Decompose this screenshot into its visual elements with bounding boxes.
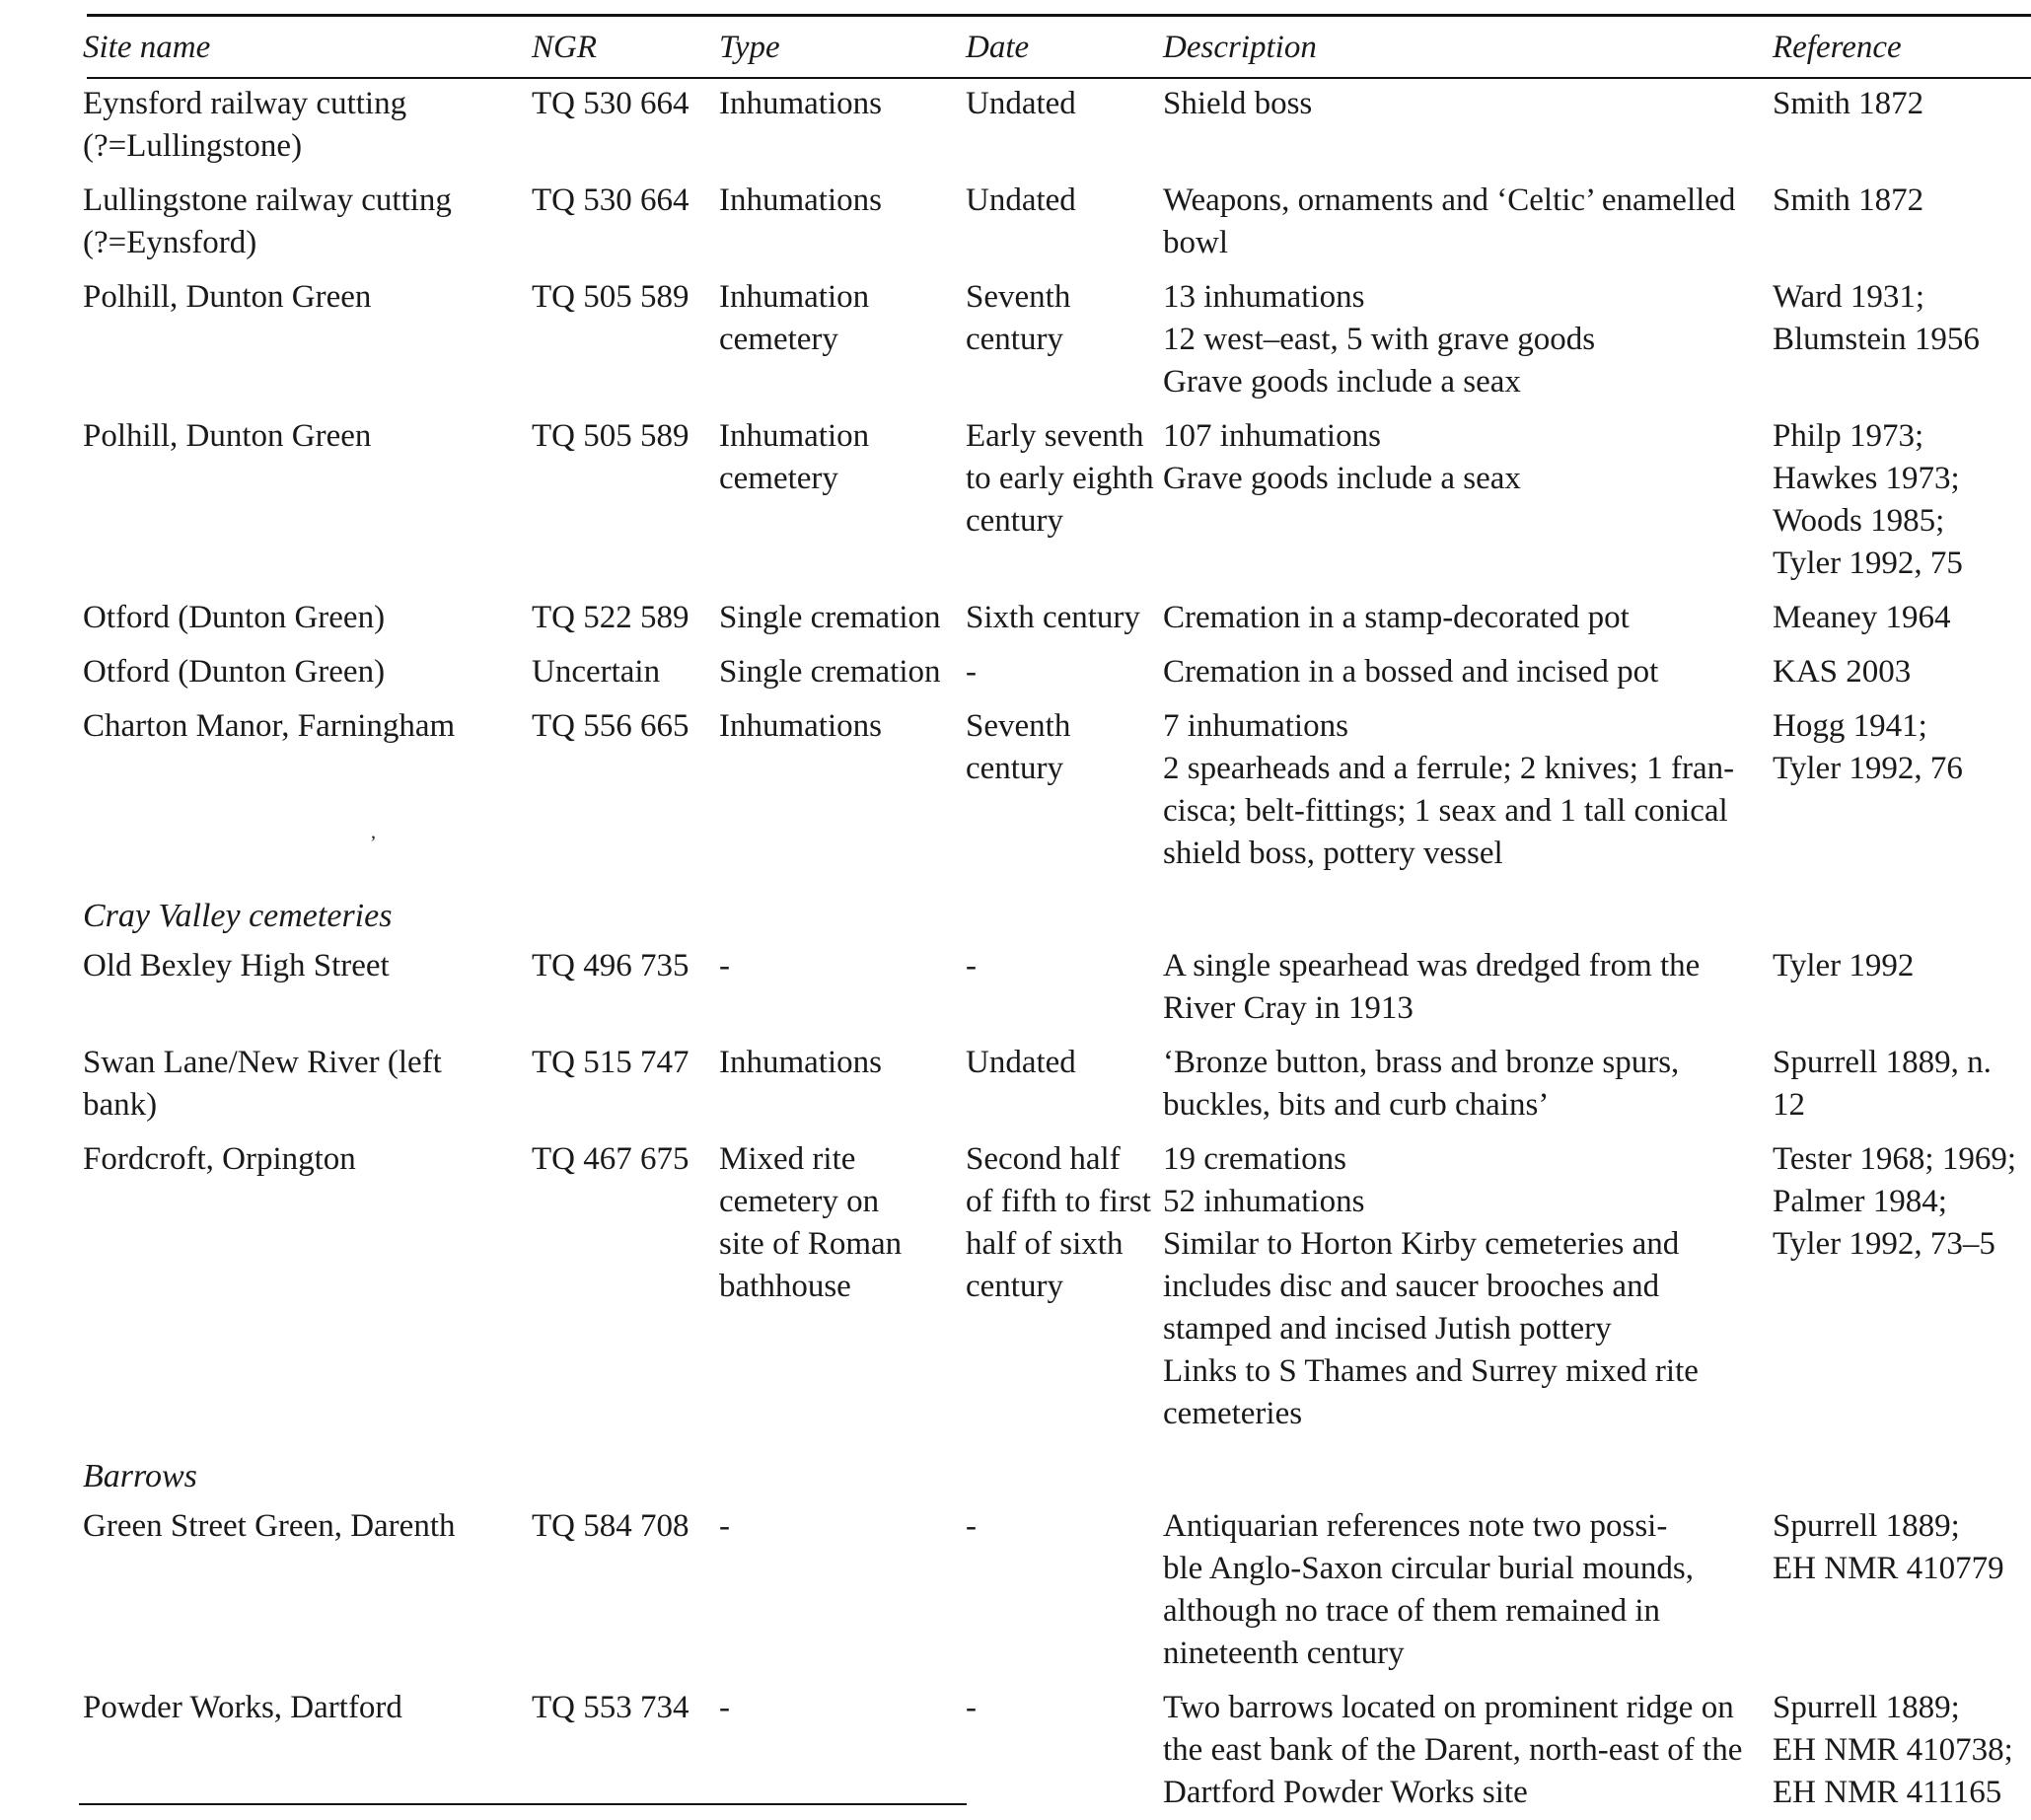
section-heading: Cray Valley cemeteries (83, 898, 393, 934)
cell-site-name (79, 1036, 528, 1132)
cell-reference-line: Palmer 1984; (1773, 1184, 1947, 1219)
cell-site-name (79, 645, 528, 699)
cell-site-name (79, 1681, 528, 1820)
cell-type (715, 409, 962, 591)
cell-description-line: 13 inhumations (1163, 279, 1365, 315)
cell-date-line: Early seventh (966, 418, 1144, 454)
cell-description-line: River Cray in 1913 (1163, 990, 1414, 1026)
cell-type-line: bathhouse (719, 1269, 851, 1304)
cell-ngr (528, 77, 715, 174)
table-row (79, 591, 2031, 645)
cell-date (962, 1132, 1159, 1441)
cell-site-name-line: Polhill, Dunton Green (83, 279, 372, 315)
cell-type (715, 77, 962, 174)
cell-reference-line: Smith 1872 (1773, 86, 1924, 121)
header-type: Type (719, 29, 780, 65)
cell-type-line: - (719, 948, 730, 983)
cell-reference-line: Ward 1931; (1773, 279, 1925, 315)
cell-type (715, 939, 962, 1036)
cell-date-line: century (966, 751, 1063, 786)
cell-reference (1769, 699, 2031, 881)
cell-reference (1769, 1036, 2031, 1132)
cell-site-name-line: Otford (Dunton Green) (83, 654, 386, 690)
cell-type (715, 1036, 962, 1132)
cell-reference (1769, 409, 2031, 591)
cell-type-line: Inhumations (719, 86, 882, 121)
cell-ngr-line: TQ 467 675 (532, 1141, 689, 1177)
header-date: Date (966, 29, 1030, 65)
cell-type-line: Inhumations (719, 182, 882, 218)
cell-reference-line: KAS 2003 (1773, 654, 1912, 690)
cell-site-name-line: Old Bexley High Street (83, 948, 390, 983)
cell-description-line: ‘Bronze button, brass and bronze spurs, (1163, 1045, 1680, 1080)
cell-site-name (79, 409, 528, 591)
cell-type (715, 1132, 962, 1441)
cell-date-line: Seventh (966, 279, 1071, 315)
cell-ngr (528, 1132, 715, 1441)
header-ngr: NGR (532, 29, 597, 65)
cell-type-line: Single cremation (719, 600, 941, 635)
section-row (79, 1441, 2031, 1499)
table-row (79, 409, 2031, 591)
cell-ngr (528, 645, 715, 699)
cell-description-line: buckles, bits and curb chains’ (1163, 1087, 1550, 1123)
cell-ngr (528, 1499, 715, 1681)
cell-description (1159, 1132, 1769, 1441)
cell-description (1159, 645, 1769, 699)
cell-date (962, 939, 1159, 1036)
cell-reference (1769, 939, 2031, 1036)
cell-type-line: cemetery on (719, 1184, 880, 1219)
cell-date-line: century (966, 503, 1063, 539)
cell-type-line: Inhumation (719, 279, 870, 315)
cell-type (715, 591, 962, 645)
table-row (79, 1132, 2031, 1441)
cell-type-line: - (719, 1690, 730, 1725)
cell-site-name-line: (?=Eynsford) (83, 225, 257, 260)
table-row (79, 1036, 2031, 1132)
cell-description-line: Similar to Horton Kirby cemeteries and (1163, 1226, 1680, 1262)
cell-date (962, 1036, 1159, 1132)
cell-type-line: cemetery (719, 461, 838, 496)
sites-table (79, 18, 2031, 1820)
cell-date (962, 77, 1159, 174)
cell-ngr (528, 699, 715, 881)
cell-ngr (528, 174, 715, 270)
cell-date (962, 270, 1159, 409)
cell-reference-line: Hogg 1941; (1773, 708, 1927, 744)
cell-type-line: site of Roman (719, 1226, 903, 1262)
cell-reference-line: Tyler 1992, 76 (1773, 751, 1963, 786)
cell-date-line: Undated (966, 182, 1076, 218)
cell-site-name-line: Eynsford railway cutting (83, 86, 407, 121)
cell-site-name (79, 939, 528, 1036)
cell-reference (1769, 591, 2031, 645)
cell-description-line: Shield boss (1163, 86, 1313, 121)
cell-description (1159, 270, 1769, 409)
cell-date-line: century (966, 1269, 1063, 1304)
cell-reference (1769, 1499, 2031, 1681)
cell-ngr-line: TQ 584 708 (532, 1508, 689, 1544)
cell-description-line: Cremation in a bossed and incised pot (1163, 654, 1659, 690)
cell-reference-line: Spurrell 1889; (1773, 1690, 1960, 1725)
cell-reference (1769, 1132, 2031, 1441)
table-row (79, 1499, 2031, 1681)
cell-site-name-line: Lullingstone railway cutting (83, 182, 452, 218)
cell-site-name-line: Swan Lane/New River (left bank) (83, 1045, 442, 1123)
cell-description-line: cemeteries (1163, 1396, 1303, 1431)
cell-type-line: Inhumation (719, 418, 870, 454)
cell-reference (1769, 270, 2031, 409)
cell-type-line: Single cremation (719, 654, 941, 690)
cell-description-line: bowl (1163, 225, 1228, 260)
cell-site-name-line: Powder Works, Dartford (83, 1690, 402, 1725)
cell-description-line: Links to S Thames and Surrey mixed rite (1163, 1353, 1699, 1389)
cell-date (962, 174, 1159, 270)
cell-description-line: 2 spearheads and a ferrule; 2 knives; 1 fran- (1163, 751, 1735, 786)
cell-ngr (528, 939, 715, 1036)
table-body (79, 77, 2031, 1820)
cell-reference-line: Spurrell 1889; (1773, 1508, 1960, 1544)
cell-description (1159, 409, 1769, 591)
header-site-name: Site name (83, 29, 211, 65)
cell-date (962, 1499, 1159, 1681)
cell-type-line: Mixed rite (719, 1141, 856, 1177)
cell-date-line: Sixth century (966, 600, 1140, 635)
cell-description-line: shield boss, pottery vessel (1163, 836, 1503, 871)
cell-site-name (79, 591, 528, 645)
cell-reference-line: Woods 1985; (1773, 503, 1945, 539)
cell-description-line: the east bank of the Darent, north-east of the (1163, 1732, 1743, 1768)
cell-date-line: Second half (966, 1141, 1121, 1177)
cell-date (962, 699, 1159, 881)
cell-type (715, 645, 962, 699)
cell-description-line: 52 inhumations (1163, 1184, 1365, 1219)
cell-date-line: - (966, 654, 977, 690)
cell-reference-line: Spurrell 1889, n. 12 (1773, 1045, 1992, 1123)
cell-description-line: stamped and incised Jutish pottery (1163, 1311, 1612, 1347)
cell-type (715, 699, 962, 881)
cell-description-line: 19 cremations (1163, 1141, 1347, 1177)
cell-ngr-line: TQ 515 747 (532, 1045, 689, 1080)
cell-date (962, 1681, 1159, 1820)
cell-type (715, 1499, 962, 1681)
cell-reference (1769, 174, 2031, 270)
cell-date-line: century (966, 322, 1063, 357)
cell-ngr-line: TQ 505 589 (532, 418, 689, 454)
cell-description-line: Grave goods include a seax (1163, 364, 1521, 400)
cell-site-name-line: Otford (Dunton Green) (83, 600, 386, 635)
cell-description-line: Cremation in a stamp-decorated pot (1163, 600, 1630, 635)
cell-description (1159, 939, 1769, 1036)
cell-reference-line: Tyler 1992 (1773, 948, 1915, 983)
cell-ngr-line: TQ 530 664 (532, 86, 689, 121)
cell-site-name (79, 270, 528, 409)
table-row (79, 645, 2031, 699)
cell-description-line: 7 inhumations (1163, 708, 1348, 744)
cell-ngr-line: Uncertain (532, 654, 661, 690)
cell-site-name (79, 1499, 528, 1681)
cell-site-name (79, 174, 528, 270)
cell-site-name-line: Charton Manor, Farningham (83, 708, 456, 744)
cell-reference-line: Smith 1872 (1773, 182, 1924, 218)
cell-type-line: Inhumations (719, 1045, 882, 1080)
cell-ngr (528, 409, 715, 591)
cell-site-name (79, 699, 528, 881)
cell-description-line: A single spearhead was dredged from the (1163, 948, 1701, 983)
cell-description-line: ble Anglo-Saxon circular burial mounds, (1163, 1551, 1694, 1586)
cell-description (1159, 1681, 1769, 1820)
cell-description-line: Antiquarian references note two possi- (1163, 1508, 1668, 1544)
cell-reference-line: EH NMR 410738; (1773, 1732, 2013, 1768)
cell-ngr-line: TQ 505 589 (532, 279, 689, 315)
top-rule (87, 14, 2031, 17)
cell-date (962, 409, 1159, 591)
cell-description (1159, 699, 1769, 881)
cell-type-line: cemetery (719, 322, 838, 357)
cell-reference-line: Meaney 1964 (1773, 600, 1951, 635)
section-row (79, 881, 2031, 939)
cell-date-line: Undated (966, 1045, 1076, 1080)
cell-date-line: to early eighth (966, 461, 1154, 496)
cell-description-line: nineteenth century (1163, 1636, 1405, 1671)
cell-description-line: includes disc and saucer brooches and (1163, 1269, 1660, 1304)
cell-ngr (528, 1681, 715, 1820)
cell-description-line: Dartford Powder Works site (1163, 1775, 1528, 1810)
cell-date-line: - (966, 948, 977, 983)
stray-mark: ʼ (370, 833, 377, 854)
cell-description-line: although no trace of them remained in (1163, 1593, 1660, 1629)
cell-date-line: Undated (966, 86, 1076, 121)
cell-reference-line: Hawkes 1973; (1773, 461, 1960, 496)
table-row (79, 939, 2031, 1036)
cell-reference-line: EH NMR 411165 (1773, 1775, 2002, 1810)
cell-date-line: of fifth to first (966, 1184, 1151, 1219)
table-row (79, 1681, 2031, 1820)
cell-ngr-line: TQ 530 664 (532, 182, 689, 218)
bottom-rule (79, 1803, 967, 1805)
cell-description-line: 12 west–east, 5 with grave goods (1163, 322, 1596, 357)
cell-date-line: - (966, 1508, 977, 1544)
cell-ngr-line: TQ 522 589 (532, 600, 689, 635)
cell-date-line: - (966, 1690, 977, 1725)
cell-type-line: - (719, 1508, 730, 1544)
cell-description-line: Two barrows located on prominent ridge on (1163, 1690, 1734, 1725)
cell-reference-line: Tyler 1992, 75 (1773, 546, 1963, 581)
cell-type (715, 174, 962, 270)
cell-site-name-line: (?=Lullingstone) (83, 128, 303, 164)
cell-description-line: Weapons, ornaments and ‘Celtic’ enamelled (1163, 182, 1736, 218)
cell-ngr-line: TQ 556 665 (532, 708, 689, 744)
cell-date (962, 645, 1159, 699)
cell-site-name-line: Polhill, Dunton Green (83, 418, 372, 454)
cell-type (715, 270, 962, 409)
cell-description (1159, 591, 1769, 645)
cell-site-name-line: Fordcroft, Orpington (83, 1141, 356, 1177)
cell-ngr-line: TQ 553 734 (532, 1690, 689, 1725)
cell-description (1159, 1036, 1769, 1132)
cell-date (962, 591, 1159, 645)
cell-description-line: Grave goods include a seax (1163, 461, 1521, 496)
cell-date-line: half of sixth (966, 1226, 1124, 1262)
cell-type (715, 1681, 962, 1820)
cell-description (1159, 77, 1769, 174)
header-row (79, 18, 2031, 77)
cell-description (1159, 1499, 1769, 1681)
cell-site-name-line: Green Street Green, Darenth (83, 1508, 456, 1544)
cell-description-line: cisca; belt-fittings; 1 seax and 1 tall conical (1163, 793, 1728, 829)
table-row (79, 77, 2031, 174)
header-description: Description (1163, 29, 1317, 65)
cell-date-line: Seventh (966, 708, 1071, 744)
header-reference: Reference (1773, 29, 1902, 65)
cell-reference (1769, 1681, 2031, 1820)
cell-description-line: 107 inhumations (1163, 418, 1381, 454)
cell-ngr (528, 1036, 715, 1132)
section-heading: Barrows (83, 1458, 197, 1494)
cell-ngr (528, 591, 715, 645)
cell-type-line: Inhumations (719, 708, 882, 744)
cell-reference-line: Blumstein 1956 (1773, 322, 1980, 357)
cell-reference (1769, 645, 2031, 699)
cell-reference-line: Tester 1968; 1969; (1773, 1141, 2016, 1177)
cell-reference-line: Philp 1973; (1773, 418, 1924, 454)
cell-reference (1769, 77, 2031, 174)
cell-site-name (79, 1132, 528, 1441)
cell-site-name (79, 77, 528, 174)
cell-reference-line: EH NMR 410779 (1773, 1551, 2004, 1586)
cell-ngr (528, 270, 715, 409)
table-row (79, 174, 2031, 270)
cell-ngr-line: TQ 496 735 (532, 948, 689, 983)
table-row (79, 270, 2031, 409)
cell-reference-line: Tyler 1992, 73–5 (1773, 1226, 1995, 1262)
cell-description (1159, 174, 1769, 270)
